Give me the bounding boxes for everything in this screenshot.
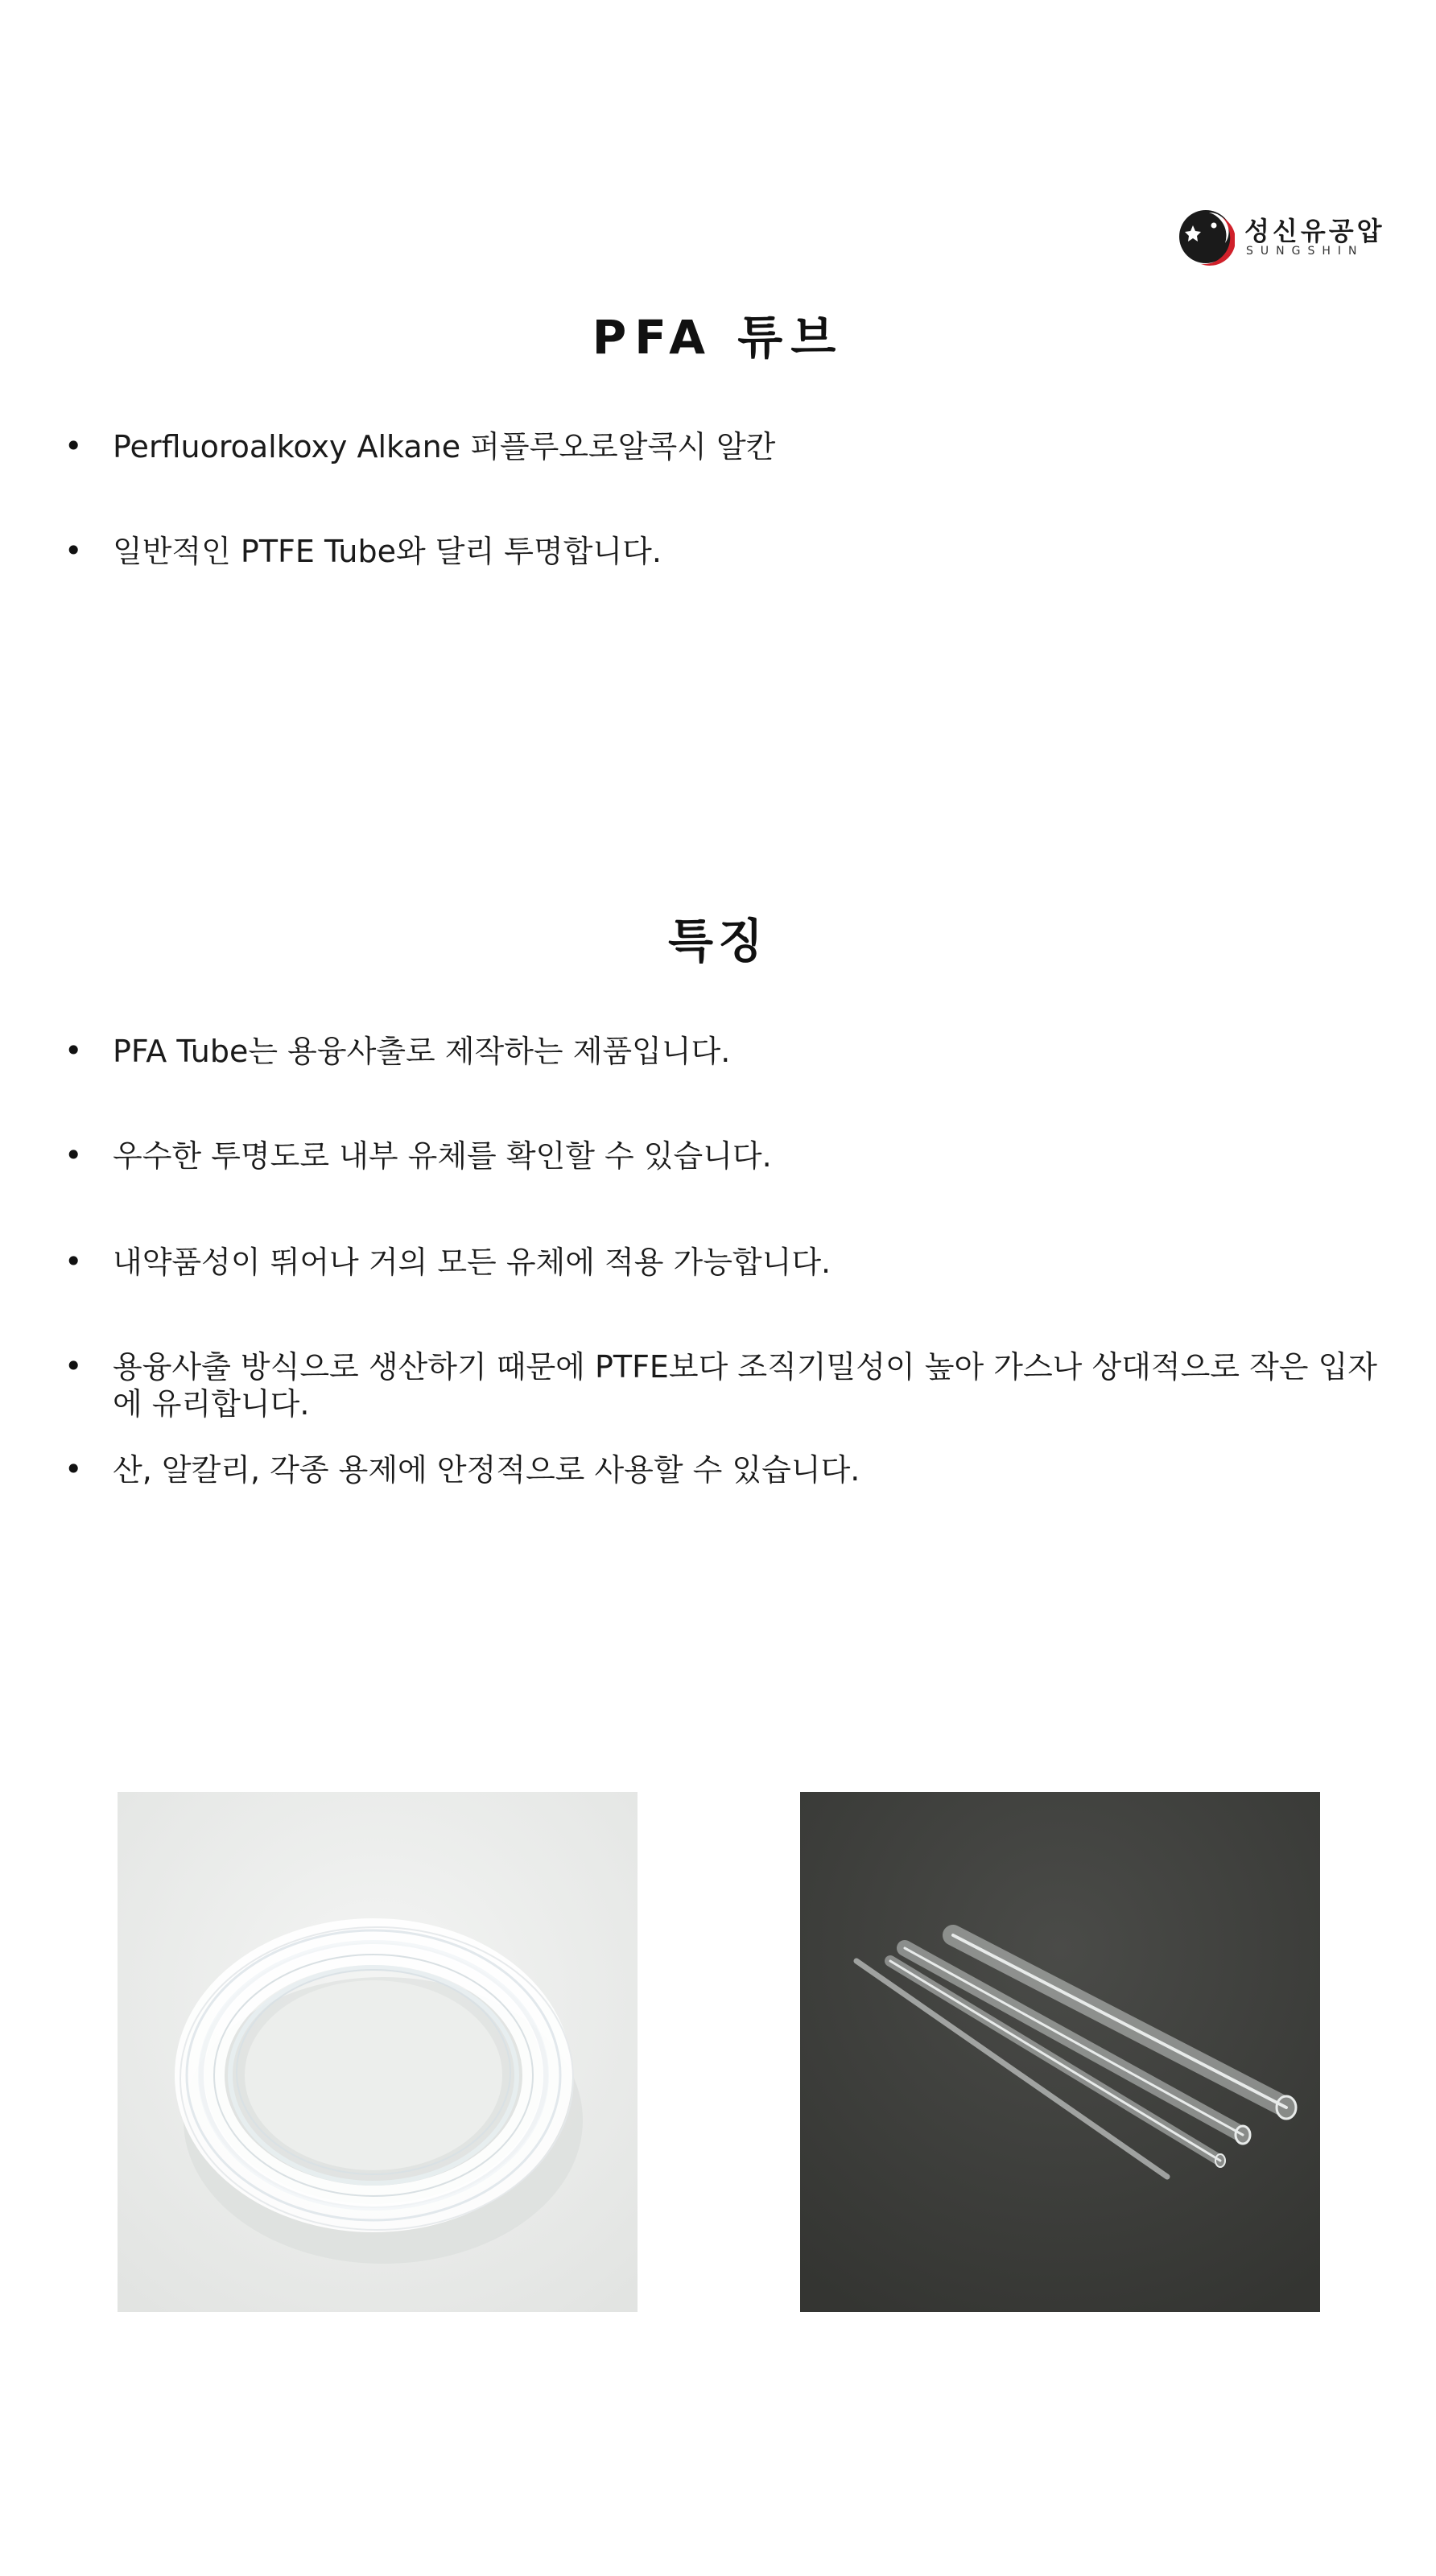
tube-sticks-photo — [800, 1792, 1320, 2312]
bullet-icon: • — [64, 1244, 83, 1279]
bullet-icon: • — [64, 1137, 83, 1173]
list-item-text: 우수한 투명도로 내부 유체를 확인할 수 있습니다. — [113, 1138, 772, 1174]
list-item-text: 일반적인 PTFE Tube와 달리 투명합니다. — [113, 534, 662, 569]
bullet-icon: • — [64, 1033, 83, 1068]
tube-sticks-illustration — [800, 1792, 1320, 2312]
bullet-icon: • — [64, 428, 83, 464]
list-item-text: 용융사출 방식으로 생산하기 때문에 PTFE보다 조직기밀성이 높아 가스나 상대적으로 작은 입자에 유리합니다. — [113, 1349, 1377, 1422]
list-item-text: Perfluoroalkoxy Alkane 퍼플루오로알콕시 알칸 — [113, 429, 776, 464]
bullet-icon: • — [64, 1451, 83, 1487]
list-item-text: 산, 알칼리, 각종 용제에 안정적으로 사용할 수 있습니다. — [113, 1452, 860, 1488]
list-item-text: PFA Tube는 용융사출로 제작하는 제품입니다. — [113, 1034, 731, 1069]
coiled-tube-photo — [118, 1792, 638, 2312]
logo-korean-name: 성신유공압 — [1244, 216, 1385, 246]
bullet-icon: • — [64, 533, 83, 568]
company-logo — [1177, 208, 1386, 266]
logo-mark-icon — [1177, 208, 1235, 266]
pfa-tube-title: PFA 튜브 — [592, 310, 844, 365]
list-item-text: 내약품성이 뛰어나 거의 모든 유체에 적용 가능합니다. — [113, 1245, 831, 1280]
features-title: 특징 — [667, 914, 769, 968]
logo-english-name: SUNGSHIN — [1246, 245, 1364, 258]
coiled-tube-illustration — [118, 1792, 638, 2312]
bullet-icon: • — [64, 1348, 83, 1384]
